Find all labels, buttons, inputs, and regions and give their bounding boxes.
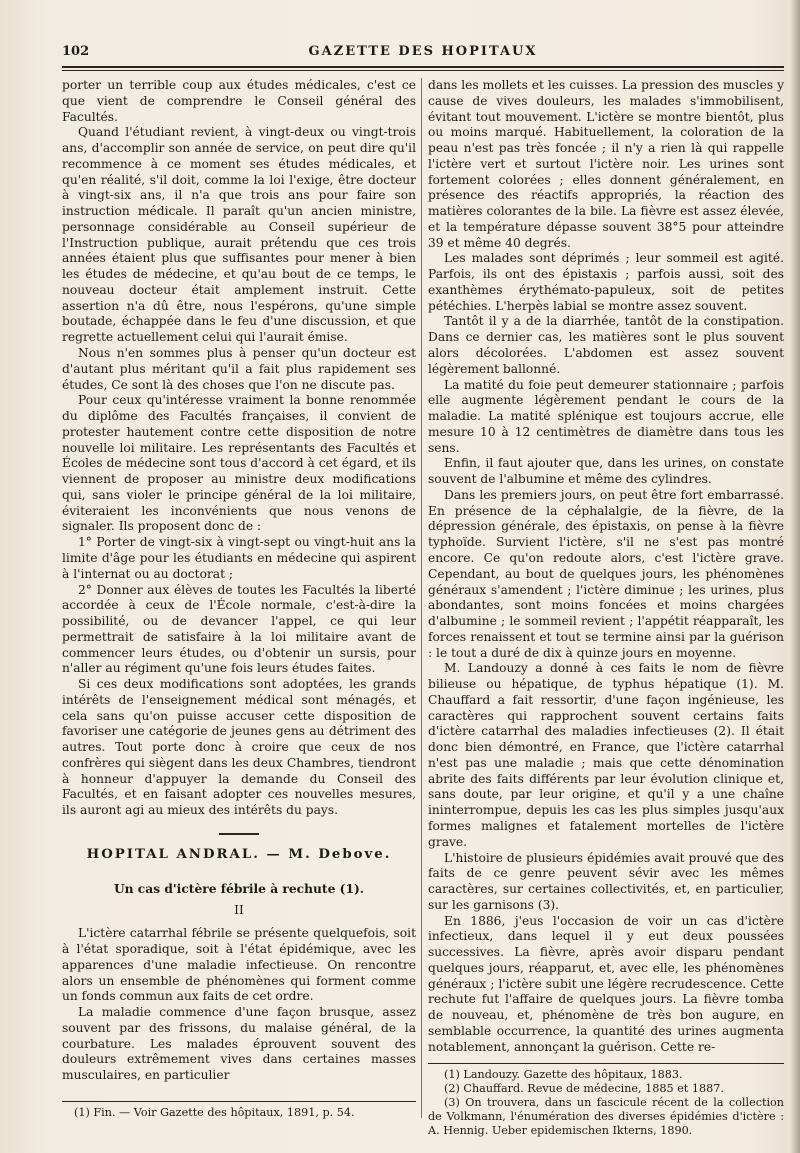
header-rule-thin	[62, 70, 784, 71]
section-title: HOPITAL ANDRAL. — M. Debove.	[86, 846, 392, 862]
page-edge-shadow	[790, 0, 800, 1153]
article-title: Un cas d'ictère fébrile à rechute (1).	[113, 880, 365, 896]
paragraph: La matité du foie peut demeurer stationnaire ; parfois elle augmente légèrement pendant le cours de la maladie. La matité splénique est toujours accrue, elle mesure 10 à 12 centimètres de diamètre dans tous les sens.	[428, 377, 784, 455]
paragraph: Tantôt il y a de la diarrhée, tantôt de la constipation. Dans ce dernier cas, les matières sont le plus souvent alors décolorées. L'abdomen est assez souvent légèrement ballonné.	[428, 314, 784, 376]
journal-title: GAZETTE DES HOPITAUX	[308, 44, 538, 59]
paragraph: Dans les premiers jours, on peut être fort embarrassé. En présence de la céphalalgie, de la fièvre, de la dépression générale, des épistaxis, on pense à la fièvre typhoïde. Survient l'ictère, s'il ne s'est pas montré encore. Ce qu'on redoute alors, c'est l'ictère grave. Cependant, au bout de quelques jours, les phénomènes généraux s'amendent ; l'ictère diminue ; les urines, plus abondantes, sont moins foncées et moins chargées d'albumine ; le sommeil revient ; l'appétit réapparaît, les forces renaissent et tout se termine ainsi par la guérison : le tout a duré de dix à quinze jours en moyenne.	[428, 487, 784, 660]
footnote: (1) Fin. — Voir Gazette des hôpitaux, 1891, p. 54.	[74, 1106, 355, 1119]
right-column	[428, 78, 784, 1138]
paragraph: Pour ceux qu'intéresse vraiment la bonne renommée du diplôme des Facultés françaises, il convient de protester hautement contre cette disposition de notre nouvelle loi militaire. Les représentants des Facultés et Écoles de médecine sont tous d'accord à cet égard, et ils viennent de proposer au ministre deux modifications qui, sans violer le principe général de la loi militaire, éviteraient les inconvénients que nous venons de signaler. Ils proposent donc de :	[62, 393, 416, 534]
left-footnotes	[62, 1093, 416, 1120]
paragraph: Nous n'en sommes plus à penser qu'un docteur est d'autant plus méritant qu'il a fait plus rapidement ses études, Ce sont là des choses que l'on ne discute pas.	[62, 346, 416, 392]
article-part: II	[234, 902, 244, 917]
page-header	[62, 40, 784, 64]
paragraph: En 1886, j'eus l'occasion de voir un cas d'ictère infectieux, dans lequel il y eut deux poussées successives. La fièvre, après avoir disparu pendant quelques jours, réapparut, et, avec elle, les phénomènes généraux ; l'ictère subit une légère recrudescence. Cette rechute fut l'affaire de quelques jours. La fièvre tomba de nouveau, et, phénomène de très bon augure, en semblable occurrence, la quantité des urines augmenta notablement, annonçant la guérison. Cette re-	[428, 913, 784, 1054]
page-number: 102	[62, 44, 90, 59]
footnote: (1) Landouzy. Gazette des hôpitaux, 1883.	[444, 1068, 683, 1082]
footnote-rule	[62, 1101, 416, 1102]
footnote: (2) Chauffard. Revue de médecine, 1885 et 1887.	[444, 1082, 724, 1096]
header-rule	[62, 66, 784, 68]
paragraph: Les malades sont déprimés ; leur sommeil est agité. Parfois, ils ont des épistaxis ; parfois aussi, soit des exanthèmes érythémato-papuleux, soit de petites pétéchies. L'herpès labial se montre assez souvent.	[428, 251, 784, 313]
paragraph: 2° Donner aux élèves de toutes les Facultés la liberté accordée à ceux de l'École normale, c'est-à-dire la possibilité, ou de devancer l'appel, ce qui leur permettrait de satisfaire à la loi militaire avant de commencer leurs études, ou d'obtenir un sursis, pour n'aller au régiment qu'une fois leurs études faites.	[62, 582, 416, 676]
paragraph: porter un terrible coup aux études médicales, c'est ce que vient de comprendre le Conseil général des Facultés.	[62, 78, 416, 124]
paragraph: Quand l'étudiant revient, à vingt-deux ou vingt-trois ans, d'accomplir son année de service, on peut dire qu'il recommence à ce moment ses études médicales, et qu'en réalité, s'il doit, comme la loi l'exige, être docteur à vingt-six ans, il n'a que trois ans pour faire son instruction médicale. Il paraît qu'un ancien ministre, personnage considérable au Conseil supérieur de l'Instruction publique, aurait prétendu que ces trois années étaient plus que suffisantes pour mener à bien les études de médecine, et qu'au bout de ce temps, le nouveau docteur était amplement instruit. Cette assertion n'a dû être, nous l'espérons, qu'une simple boutade, échappée dans le feu d'une discussion, et que regrette actuellement celui qui l'aurait émise.	[62, 125, 416, 345]
paragraph: L'ictère catarrhal fébrile se présente quelquefois, soit à l'état sporadique, soit à l'état épidémique, avec les apparences d'une maladie infectieuse. On rencontre alors un ensemble de phénomènes qui forment comme un fonds commun aux faits de cet ordre.	[62, 926, 416, 1004]
left-column	[62, 78, 416, 1084]
section-ornament	[62, 827, 416, 837]
column-divider	[421, 78, 422, 1118]
paragraph: 1° Porter de vingt-six à vingt-sept ou vingt-huit ans la limite d'âge pour les étudiants en médecine qui aspirent à l'internat ou au doctorat ;	[62, 535, 416, 581]
paragraph: M. Landouzy a donné à ces faits le nom de fièvre bilieuse ou hépatique, de typhus hépatique (1). M. Chauffard a fait ressortir, d'une façon ingénieuse, les caractères qui rapprochent souvent certains faits d'ictère catarrhal des maladies infectieuses (2). Il était donc bien démontré, en France, que l'ictère catarrhal n'est pas une maladie ; mais que cette dénomination abrite des faits différents par leur évolution clinique et, sans doute, par leur origine, et qu'il y a une chaîne ininterrompue, depuis les cas les plus simples jusqu'aux formes malignes et fatalement mortelles de l'ictère grave.	[428, 661, 784, 849]
paragraph: L'histoire de plusieurs épidémies avait prouvé que des faits de ce genre peuvent sévir avec les mêmes caractères, sur certaines collectivités, et, en particulier, sur les garnisons (3).	[428, 850, 784, 912]
footnote-rule	[428, 1063, 784, 1064]
paragraph: La maladie commence d'une façon brusque, assez souvent par des frissons, du malaise général, de la courbature. Les malades éprouvent souvent des douleurs extrêmement vives dans certaines masses musculaires, en particulier	[62, 1005, 416, 1083]
footnote: (3) On trouvera, dans un fascicule récent de la collection de Volkmann, l'énumération des diverses épidémies d'ictère : A. Hennig. Ueber epidemischen Ikterns, 1890.	[428, 1096, 784, 1138]
paragraph: Si ces deux modifications sont adoptées, les grands intérêts de l'enseignement médical sont ménagés, et cela sans qu'on puisse accuser cette disposition de favoriser une catégorie de jeunes gens au détriment des autres. Tout porte donc à croire que ceux de nos confrères qui siègent dans les deux Chambres, tiendront à honneur d'appuyer la demande du Conseil des Facultés, et en faisant adopter ces nouvelles mesures, ils auront agi au mieux des intérêts du pays.	[62, 677, 416, 818]
paragraph: Enfin, il faut ajouter que, dans les urines, on constate souvent de l'albumine et même des cylindres.	[428, 456, 784, 487]
paragraph: dans les mollets et les cuisses. La pression des muscles y cause de vives douleurs, les malades s'immobilisent, évitant tout mouvement. L'ictère se montre bientôt, plus ou moins marqué. Habituellement, la coloration de la peau n'est pas très foncée ; il n'y a rien là qui rappelle l'ictère vert et surtout l'ictère noir. Les urines sont fortement colorées ; elles donnent généralement, en présence des réactifs appropriés, la réaction des matières colorantes de la bile. La fièvre est assez élevée, et la température dépasse souvent 38°5 pour atteindre 39 et même 40 degrés.	[428, 78, 784, 250]
